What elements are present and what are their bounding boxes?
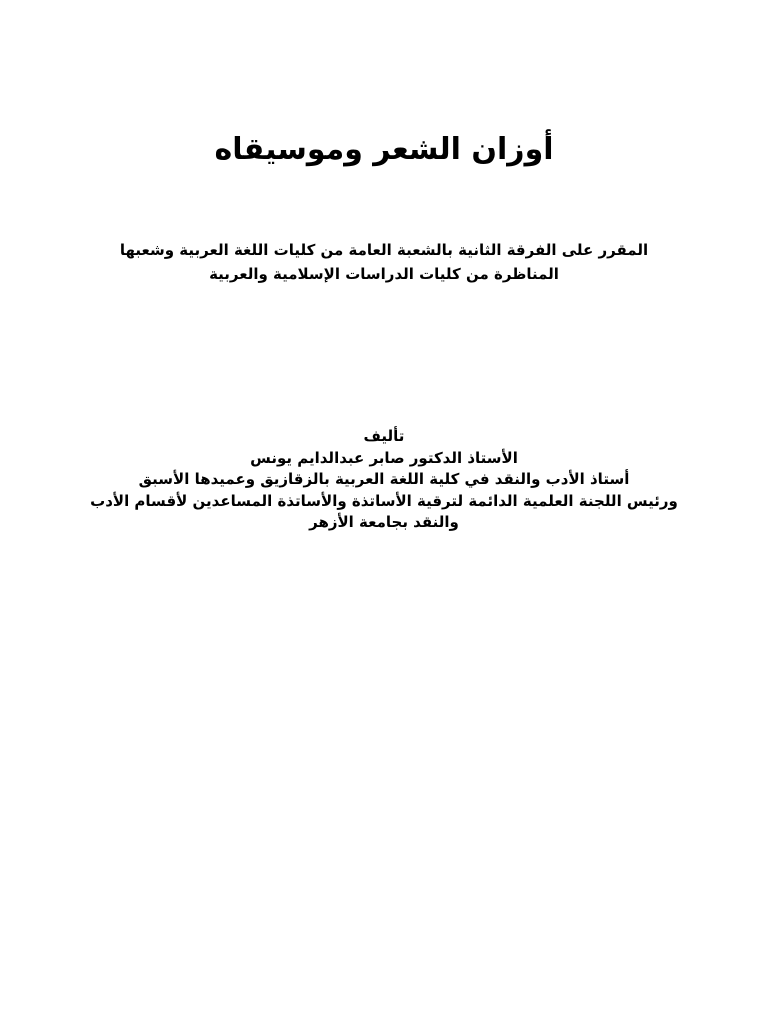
course-description-line-2: المناظرة من كليات الدراسات الإسلامية والعربية [209,265,559,283]
author-block [40,426,728,534]
course-description [40,238,728,286]
document-title: أوزان الشعر وموسيقاه [214,132,554,167]
author-heading: تأليف [363,427,405,445]
author-role-line-2: ورئيس اللجنة العلمية الدائمة لترقية الأساتذة والأساتذة المساعدين لأقسام الأدب [90,491,678,510]
course-description-line-1: المقرر على الفرقة الثانية بالشعبة العامة من كليات اللغة العربية وشعبها [119,241,649,259]
author-role-line-1: أستاذ الأدب والنقد في كلية اللغة العربية بالزقازيق وعميدها الأسبق [138,470,630,488]
author-role-line-3: والنقد بجامعة الأزهر [309,513,459,531]
author-name: الأستاذ الدكتور صابر عبدالدايم يونس [250,448,518,467]
